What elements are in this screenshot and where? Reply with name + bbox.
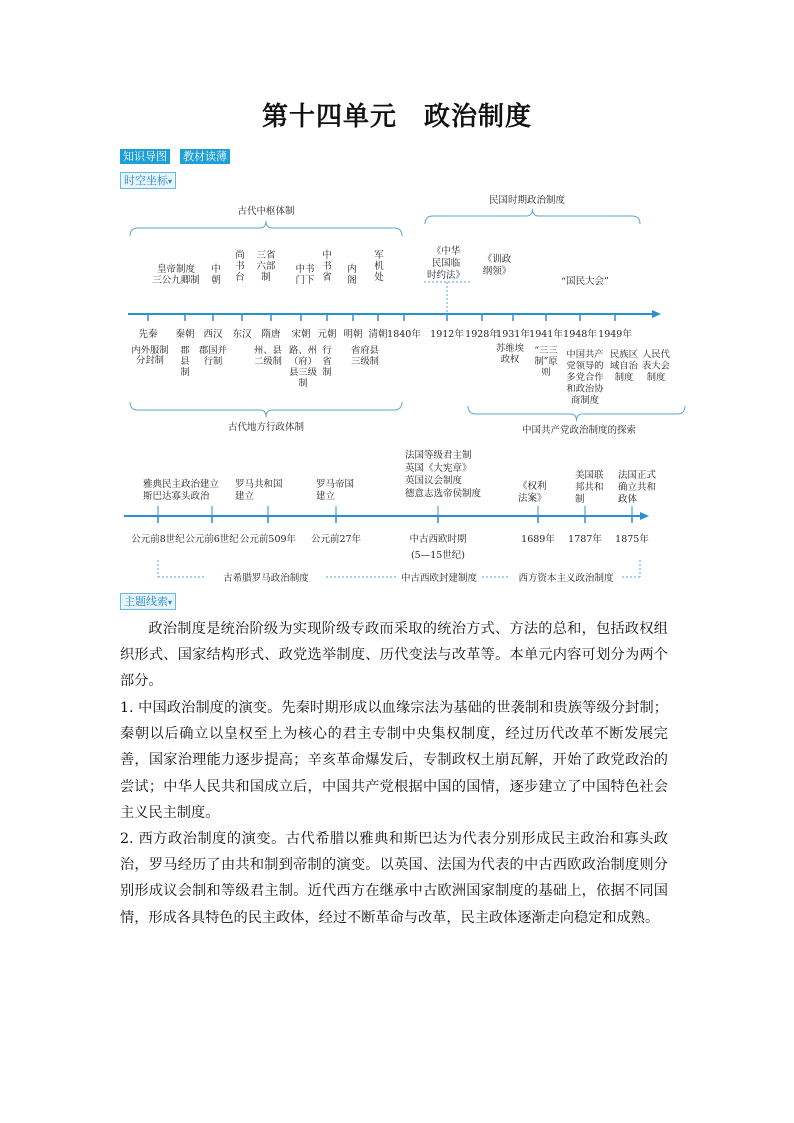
event-label-below-line: 则 (541, 367, 551, 378)
era-label: 古希腊罗马政治制度 (223, 573, 309, 584)
tick-sub-label: (5—15世纪) (410, 550, 466, 561)
tick-label: 1948年 (563, 329, 597, 340)
tick-label: 东汉 (232, 329, 252, 340)
triangle-down-icon: ▾ (168, 177, 173, 186)
theme-tag-label: 主题线索 (124, 595, 168, 608)
event-label-below-line: 州、县 (254, 345, 282, 356)
event-label-above-line: 三公九卿制 (152, 275, 200, 286)
event-label-below-line: 行 (322, 345, 332, 356)
event-label-above-line: 朝 (211, 275, 221, 286)
event-label-above-line: 阁 (347, 275, 357, 286)
event-label-below-line: 多党合作 (566, 372, 604, 383)
point-2-paragraph: 2. 西方政治制度的演变。古代希腊以雅典和斯巴达为代表分别形成民主政治和寡头政治，罗马经历了由共和制到帝制的演变。以英国、法国为代表的中古西欧政治制度则分别形成议会制和等级君主制。近代西方在继承中古欧洲国家制度的基础上，依据不同国情，形成各具特色的民主政体，经过不断革命与改革，民主政体逐渐走向稳定和成熟。 (120, 831, 668, 926)
textbook-tag: 教材读薄 (180, 149, 230, 164)
event-label-above-line: 尚 (235, 250, 245, 261)
event-label-above-line: 省 (322, 272, 332, 283)
tick-label: 西汉 (203, 329, 223, 340)
event-label-below-line: 政权 (500, 354, 520, 365)
event-label-below-line: 郡国并 (199, 345, 227, 356)
tick-label: 元朝 (317, 329, 337, 340)
brace-label-republic: 民国时期政治制度 (488, 195, 566, 206)
event-label-below-line: 内外服制 (131, 345, 169, 356)
axis-arrow-icon (640, 512, 649, 520)
page-title: 第十四单元 政治制度 (261, 102, 532, 132)
event-label-above-line: 建立 (235, 491, 255, 502)
event-label-below-line: 路、州 (289, 345, 317, 356)
tick-label: 1787年 (568, 534, 602, 545)
brace-cpc (468, 406, 685, 421)
event-label-above-line: 建立 (316, 491, 336, 502)
event-label-above-line: 雅典民主政治建立 (143, 479, 220, 490)
event-label-below-line: 郡 (180, 345, 190, 356)
event-label-above-line: 中 (211, 264, 221, 275)
brace-republic (425, 209, 640, 224)
event-label-above-line: 中书 (295, 264, 315, 275)
event-label-above-line: 政体 (618, 494, 638, 505)
event-label-above-line: 门下 (295, 275, 315, 286)
tick-label: 秦朝 (175, 329, 195, 340)
event-label-below-line: 制”原 (534, 356, 558, 367)
event-label-above-line: 处 (374, 272, 384, 283)
event-label-above-line: 确立共和 (618, 482, 657, 493)
chinese-timeline (128, 194, 685, 436)
event-label-above-line: 民国临 (431, 258, 461, 269)
event-label-above-line: 《中华 (431, 246, 461, 257)
event-label-below-line: 二级制 (254, 356, 282, 367)
event-label-above-line: 邦共和 (575, 482, 604, 493)
event-label-above-line: 美国联 (575, 470, 604, 481)
brace-label-ancient-central: 古代中枢体制 (237, 206, 295, 217)
event-label-below-line: 表大会 (642, 360, 670, 372)
event-label-below-line: 行制 (203, 356, 223, 367)
event-label-above-line: 皇帝制度 (156, 264, 196, 275)
event-label-above-line: 英国《大宪章》 (405, 462, 472, 474)
event-label-below-line: 商制度 (571, 395, 599, 406)
event-label-below-line: 域自治 (610, 360, 638, 372)
triangle-down-icon: ▾ (168, 598, 173, 607)
brace-label-ancient-local: 古代地方行政体制 (227, 422, 305, 433)
event-label-above-line: “国民大会” (561, 276, 609, 287)
tick-label: 1949年 (598, 329, 632, 340)
knowledge-map-tag: 知识导图 (120, 149, 170, 164)
event-label-above-line: 《训政 (482, 254, 512, 265)
point-1-paragraph: 1. 中国政治制度的演变。先秦时期形成以血缘宗法为基础的世袭制和贵族等级分封制；秦朝以后确立以皇权至上为核心的君主专制中央集权制度，经过历代改革不断发展完善，国家治理能力逐步提高；辛亥革命爆发后，专制政权土崩瓦解，开始了政党政治的尝试；中华人民共和国成立后，中国共产党根据中国的国情，逐步建立了中国特色社会主义民主制度。 (120, 700, 668, 821)
event-label-above-line: 六部 (256, 261, 276, 272)
event-label-below-line: 制 (322, 367, 332, 378)
tick-label: 隋唐 (261, 329, 281, 340)
event-label-above-line: 法国正式 (618, 470, 657, 481)
event-label-above-line: 书 (322, 261, 332, 272)
tick-label: 1928年 (465, 329, 499, 340)
intro-paragraph: 政治制度是统治阶级为实现阶级专政而采取的统治方式、方法的总和，包括政权组织形式、国家结构形式、政党选举制度、历代变法与改革等。本单元内容可划分为两个部分。 (120, 621, 668, 690)
tick-label: 宋朝 (291, 329, 311, 340)
event-label-above-line: 纲领》 (482, 266, 512, 277)
event-label-above-line: 法案》 (518, 493, 547, 504)
tick-label: 1931年 (496, 329, 530, 340)
event-label-below-line: 县三级 (289, 367, 317, 378)
event-label-above-line: 制 (575, 494, 585, 505)
event-label-above-line: 机 (374, 261, 384, 272)
event-label-below-line: 中国共产 (566, 349, 604, 360)
tick-label: 1840年 (387, 329, 421, 340)
event-label-above-line: 军 (374, 250, 384, 261)
event-label-below-line: 制度 (614, 372, 634, 383)
tick-label: 公元前8世纪 (131, 534, 185, 545)
event-label-below-line: （府） (289, 356, 317, 367)
event-label-above-line: 制 (261, 272, 271, 283)
era-label: 西方资本主义政治制度 (518, 573, 614, 584)
event-label-below-line: 制 (298, 378, 308, 389)
event-label-above-line: 三省 (256, 250, 276, 261)
era-label: 中古西欧封建制度 (400, 573, 478, 584)
event-label-below-line: 制度 (646, 372, 666, 383)
event-label-above-line: 内 (347, 264, 357, 275)
brace-ancient-central (130, 221, 402, 236)
axis-arrow-icon (652, 310, 661, 318)
brace-ancient-local (130, 402, 402, 417)
tick-label: 公元前509年 (239, 534, 297, 545)
tick-label: 清朝 (368, 329, 388, 340)
event-label-above-line: 中 (322, 250, 332, 261)
event-label-below-line: 省府县 (351, 345, 379, 356)
event-label-above-line: 书 (235, 261, 245, 272)
event-label-below-line: 民族区 (610, 349, 638, 360)
tick-label: 先秦 (138, 329, 158, 340)
event-label-below-line: 和政治协 (566, 383, 604, 395)
event-label-above-line: 台 (235, 272, 245, 283)
event-label-below-line: 县 (180, 356, 190, 367)
event-label-below-line: 制 (180, 367, 190, 378)
event-label-above-line: 罗马共和国 (235, 479, 283, 490)
tick-label: 明朝 (343, 329, 363, 340)
tick-label: 1941年 (529, 329, 563, 340)
tick-label: 公元前27年 (310, 534, 362, 545)
event-label-below-line: 分封制 (136, 355, 164, 366)
tick-label: 1875年 (615, 534, 649, 545)
tick-label: 1689年 (521, 534, 555, 545)
event-label-below-line: 苏维埃 (496, 343, 524, 354)
event-label-below-line: 人民代 (642, 349, 670, 360)
western-timeline (124, 449, 657, 584)
event-label-above-line: 《权利 (518, 481, 547, 492)
tick-label: 公元前6世纪 (185, 534, 239, 545)
event-label-above-line: 罗马帝国 (316, 479, 355, 490)
theme-tag (120, 593, 176, 610)
event-label-below-line: 党领导的 (566, 360, 604, 372)
tick-label: 中古西欧时期 (409, 534, 467, 545)
event-label-below-line: 三级制 (351, 356, 379, 367)
event-label-above-line: 德意志选帝侯制度 (405, 488, 482, 500)
event-label-above-line: 斯巴达寡头政治 (143, 491, 210, 502)
timeline-tag-label: 时空坐标 (124, 174, 168, 187)
event-label-above-line: 法国等级君主制 (405, 450, 472, 461)
event-label-below-line: 省 (322, 356, 332, 367)
brace-label-cpc: 中国共产党政治制度的探索 (521, 425, 637, 436)
event-label-above-line: 时约法》 (426, 270, 466, 281)
event-label-below-line: “三三 (534, 345, 558, 356)
event-label-above-line: 英国议会制度 (405, 475, 463, 487)
tick-label: 1912年 (430, 329, 464, 340)
